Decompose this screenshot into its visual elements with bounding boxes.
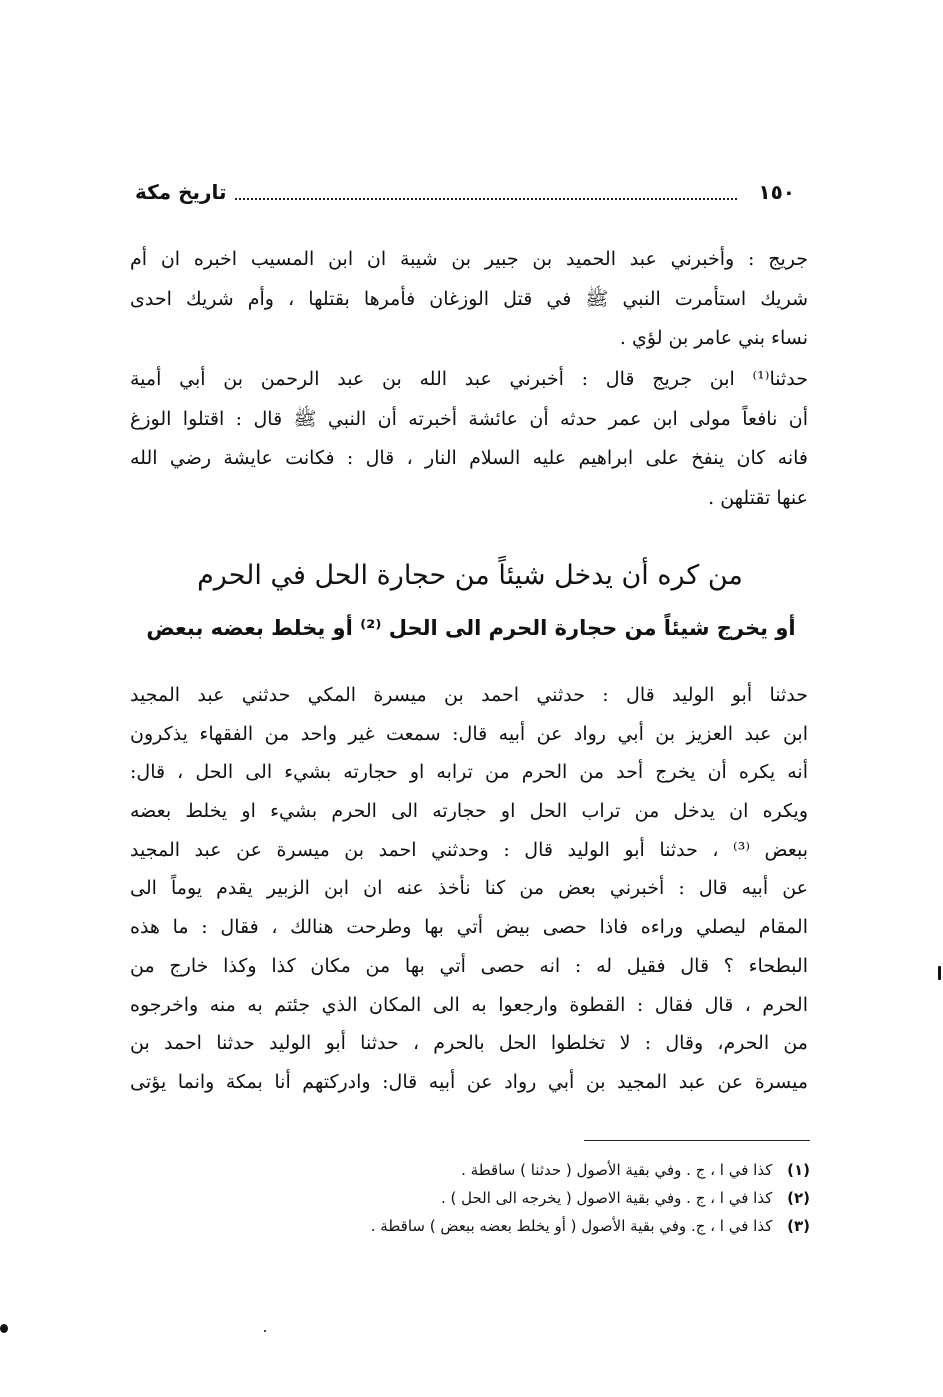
footnote-1 xyxy=(200,1156,810,1184)
footnote-text: كذا في ا ، ج . وفي بقية الأصول ( حدثنا ) ساقطة . xyxy=(461,1161,773,1179)
footnote-text: كذا في ا ، ج. وفي بقية الأصول ( أو يخلط بعضه ببعض ) ساقطة . xyxy=(370,1217,773,1235)
footnote-number: (٢) xyxy=(787,1189,810,1207)
text-line: عنها تقتلهن . xyxy=(708,486,808,509)
footnote-number: (١) xyxy=(787,1161,810,1179)
footnotes xyxy=(200,1156,810,1240)
page-number: ١٥٠ xyxy=(758,180,795,204)
footnote-text: كذا في ا ، ج . وفي بقية الاصول ( يخرجه الى الحل ) . xyxy=(440,1189,773,1207)
scan-speck xyxy=(264,1330,266,1332)
text-line: ببعض ⁽³⁾ ، حدثنا أبو الوليد قال : وحدثني احمد بن ميسرة عن عبد المجيد xyxy=(130,838,808,861)
paragraph-1 xyxy=(130,240,808,359)
text-line: حدثنا⁽¹⁾ ابن جريج قال : أخبرني عبد الله بن عبد الرحمن بن أبي أمية xyxy=(130,368,808,390)
text-line: ميسرة عن عبد المجيد بن أبي رواد عن أبيه قال: وادركتهم أنا بمكة وانما يؤتى xyxy=(130,1070,808,1093)
scan-speck xyxy=(0,1324,8,1333)
section-heading: من كره أن يدخل شيئاً من حجارة الحل في الحرم xyxy=(197,560,743,591)
page-header xyxy=(135,176,795,212)
paragraph-2 xyxy=(130,360,808,518)
text-line: البطحاء ؟ قال فقيل له : انه حصى أتي بها من مكان كذا وكذا خارج من xyxy=(130,954,808,977)
section-subheading: أو يخرج شيئاً من حجارة الحرم الى الحل ⁽²⁾ أو يخلط بعضه ببعض xyxy=(146,616,796,640)
text-line: ابن عبد العزيز بن أبي رواد عن أبيه قال: سمعت غير واحد من الفقهاء يذكرون xyxy=(130,722,808,745)
text-line: شريك استأمرت النبي ﷺ في قتل الوزغان فأمرها بقتلها ، وأم شريك احدى xyxy=(130,287,808,310)
text-line: الحرم ، قال فقال : القطوة وارجعوا به الى المكان الذي جئتم به منه واخرجوه xyxy=(130,993,808,1016)
text-line: من الحرم، وقال : لا تخلطوا الحل بالحرم ، حدثنا أبو الوليد حدثنا احمد بن xyxy=(130,1032,808,1055)
text-line: جريج : وأخبرني عبد الحميد بن جبير بن شيبة ان ابن المسيب اخبره ان أم xyxy=(130,248,808,270)
footnote-number: (٣) xyxy=(787,1217,810,1235)
text-line: ويكره ان يدخل من تراب الحل او حجارته الى الحرم بشيء او يخلط بعضه xyxy=(130,800,808,823)
text-line: عن أبيه قال : أخبرني بعض من كنا نأخذ عنه ان ابن الزبير يقدم يوماً الى xyxy=(130,877,808,900)
footnote-3 xyxy=(200,1212,810,1240)
text-line: حدثنا أبو الوليد قال : حدثني احمد بن ميسرة المكي حدثني عبد المجيد xyxy=(130,684,808,706)
paragraph-3 xyxy=(130,676,808,1102)
text-line: أن نافعاً مولى ابن عمر حدثه أن عائشة أخبرته أن النبي ﷺ قال : اقتلوا الوزغ xyxy=(130,407,808,430)
text-line: نساء بني عامر بن لؤي . xyxy=(619,327,808,349)
text-line: أنه يكره أن يخرج أحد من الحرم من ترابه او حجارته بشيء الى الحل ، قال: xyxy=(130,761,808,784)
text-line: المقام ليصلي وراءه فاذا حصى بيض أتي بها وطرحت هنالك ، فقال : ما هذه xyxy=(130,916,808,939)
footnote-separator xyxy=(584,1140,810,1141)
scan-speck xyxy=(938,966,941,980)
header-dotted-rule xyxy=(235,198,737,200)
running-title: تاريخ مكة xyxy=(135,180,227,204)
text-line: فانه كان ينفخ على ابراهيم عليه السلام النار ، قال : فكانت عايشة رضي الله xyxy=(130,447,808,469)
footnote-2 xyxy=(200,1184,810,1212)
